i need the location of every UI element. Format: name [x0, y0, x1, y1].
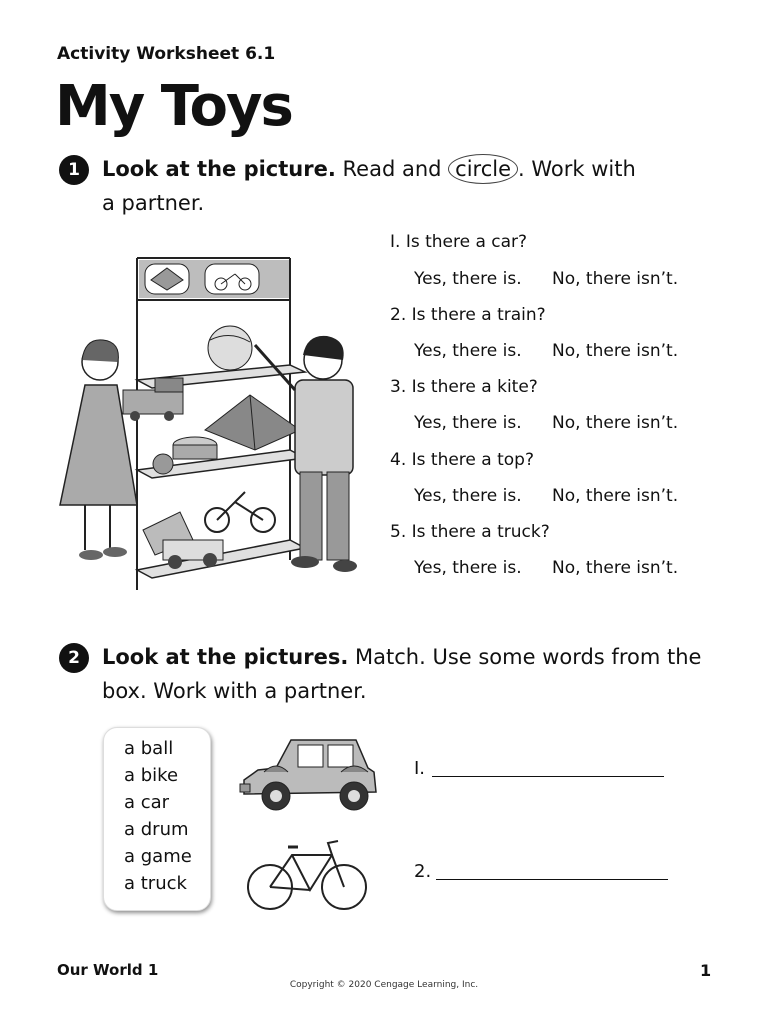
word-box-item: a drum — [124, 819, 189, 840]
section-2-text-line2: box. Work with a partner. — [102, 679, 367, 703]
page-title: My Toys — [55, 74, 292, 139]
circled-word: circle — [448, 154, 518, 184]
match-label-2: 2. — [414, 861, 432, 882]
question-2: 2. Is there a train? — [390, 305, 546, 325]
word-box-item: a bike — [124, 765, 179, 786]
section-2-instruction — [102, 640, 722, 708]
question-5: 5. Is there a truck? — [390, 522, 550, 542]
answer-no-4[interactable]: No, there isn’t. — [552, 486, 679, 506]
worksheet-label: Activity Worksheet 6.1 — [57, 44, 276, 64]
copyright-notice: Copyright © 2020 Cengage Learning, Inc. — [289, 980, 479, 990]
bike-sign-icon — [205, 264, 259, 294]
answer-yes-5[interactable]: Yes, there is. — [414, 558, 522, 578]
section-2-number: 2 — [59, 643, 89, 673]
ball-icon — [208, 326, 252, 370]
section-1-text-line2: a partner. — [102, 191, 205, 215]
toy-shelf-illustration — [55, 250, 365, 595]
answer-no-3[interactable]: No, there isn’t. — [552, 413, 679, 433]
word-box-item: a car — [124, 792, 170, 813]
section-2-bold: Look at the pictures. — [102, 645, 349, 669]
car-icon — [236, 732, 381, 814]
section-1-text-before: Read and — [342, 157, 442, 181]
girl-figure — [60, 340, 137, 560]
answer-yes-2[interactable]: Yes, there is. — [414, 341, 522, 361]
section-1-number: 1 — [59, 155, 89, 185]
answer-no-2[interactable]: No, there isn’t. — [552, 341, 679, 361]
section-1-instruction — [102, 152, 722, 220]
word-box — [103, 727, 211, 911]
question-4: 4. Is there a top? — [390, 450, 534, 470]
question-1: I. Is there a car? — [390, 232, 528, 252]
answer-no-1[interactable]: No, there isn’t. — [552, 269, 679, 289]
page-number: 1 — [700, 961, 712, 980]
section-1-bold: Look at the picture. — [102, 157, 336, 181]
train-icon — [123, 390, 183, 414]
answer-blank-2[interactable] — [436, 879, 668, 880]
match-label-1: I. — [414, 758, 426, 779]
word-box-item: a game — [124, 846, 192, 867]
section-2-text: Match. Use some words from the — [355, 645, 702, 669]
answer-yes-1[interactable]: Yes, there is. — [414, 269, 522, 289]
answer-yes-3[interactable]: Yes, there is. — [414, 413, 522, 433]
answer-yes-4[interactable]: Yes, there is. — [414, 486, 522, 506]
bike-icon — [244, 835, 372, 915]
top-icon — [153, 454, 173, 474]
footer-book-title: Our World 1 — [57, 961, 159, 979]
answer-no-5[interactable]: No, there isn’t. — [552, 558, 679, 578]
question-3: 3. Is there a kite? — [390, 377, 538, 397]
answer-blank-1[interactable] — [432, 776, 664, 777]
word-box-item: a truck — [124, 873, 187, 894]
section-1-text-after: . Work with — [518, 157, 636, 181]
word-box-item: a ball — [124, 738, 174, 759]
